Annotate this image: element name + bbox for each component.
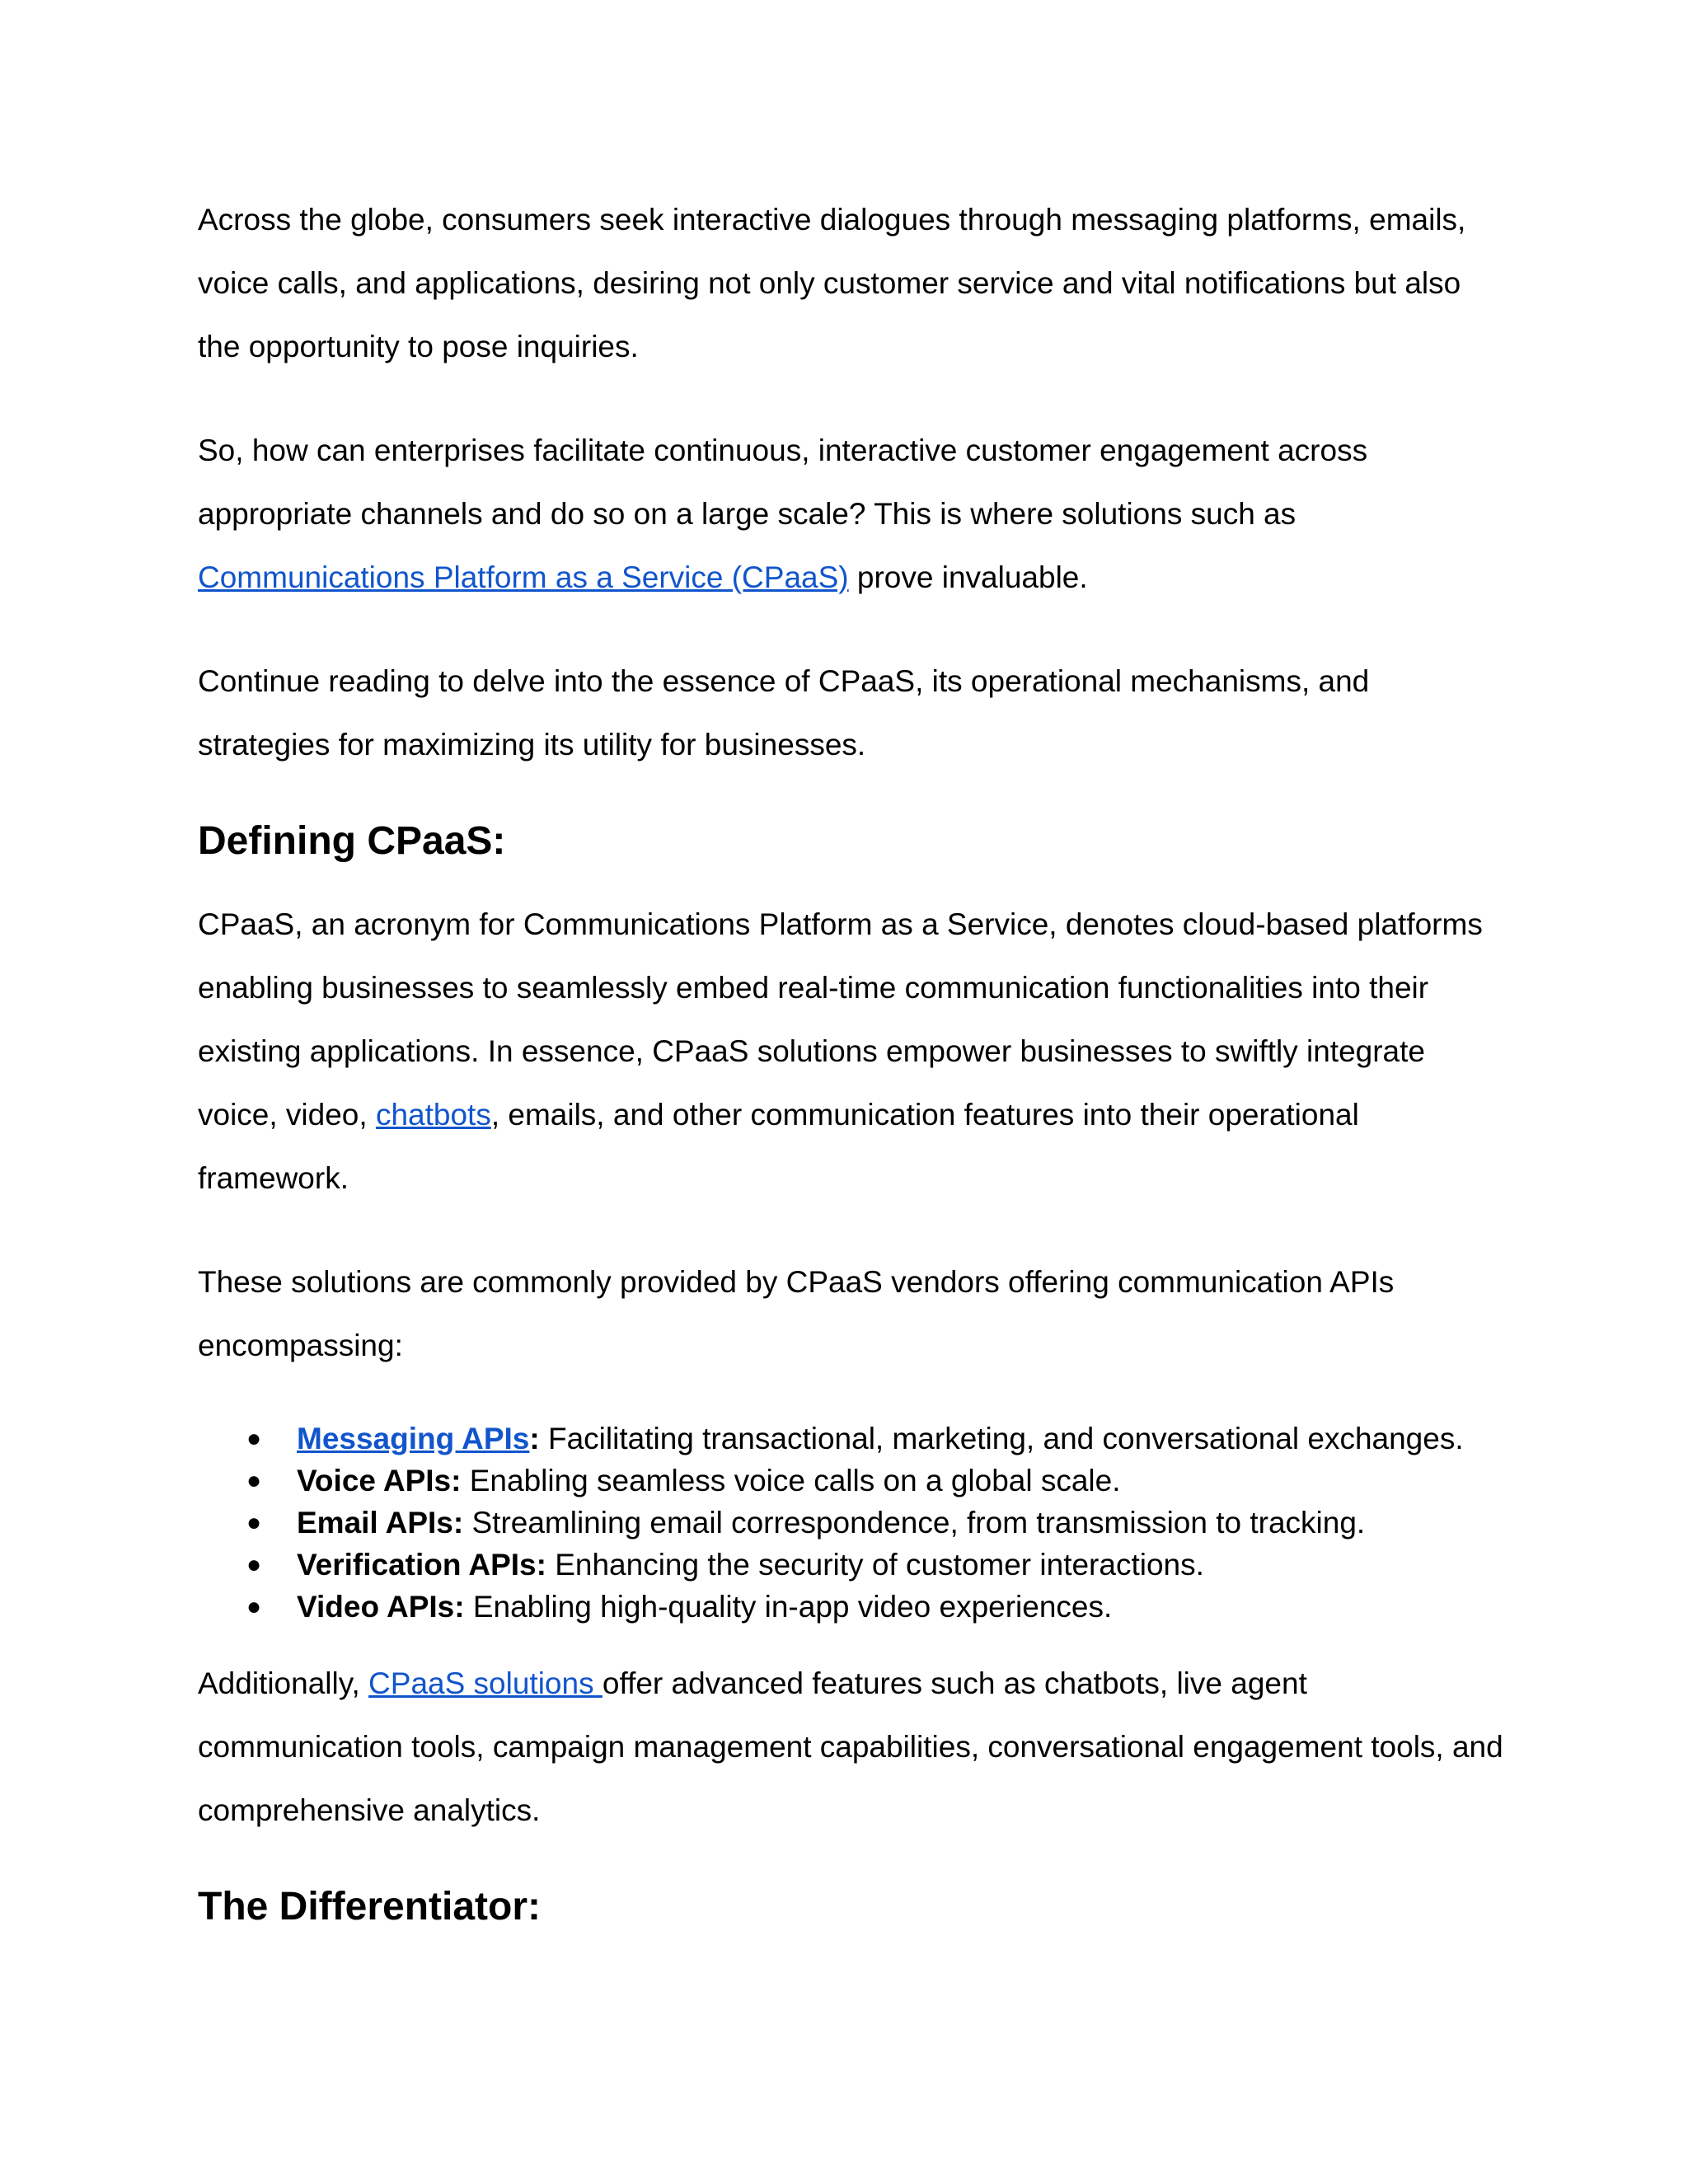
- bullet-icon: ●: [246, 1425, 262, 1452]
- vendors-paragraph: These solutions are commonly provided by CPaaS vendors offering communication APIs encompassing:: [198, 1265, 1395, 1362]
- list-item-desc: Enabling high-quality in-app video experiences.: [464, 1590, 1113, 1624]
- section-heading-differentiator: The Differentiator:: [198, 1885, 542, 1929]
- document-body: [198, 188, 1508, 1932]
- continue-reading-paragraph: Continue reading to delve into the essence of CPaaS, its operational mechanisms, and strategies for maximizing its utility for businesses.: [198, 664, 1370, 762]
- list-item-desc: Streamlining email correspondence, from transmission to tracking.: [463, 1506, 1366, 1540]
- list-item-colon: :: [529, 1422, 540, 1455]
- api-list: [198, 1418, 1508, 1628]
- paragraph-text: So, how can enterprises facilitate continuous, interactive customer engagement across appropriate channels and do so on a large scale? This is where solutions such as: [198, 434, 1368, 531]
- list-item-desc: Enhancing the security of customer interactions.: [546, 1548, 1204, 1582]
- definition-paragraph: [198, 893, 1508, 1210]
- list-item-email-apis: [198, 1502, 1508, 1544]
- intro-paragraph: Across the globe, consumers seek interactive dialogues through messaging platforms, emails, voice calls, and applications, desiring not only customer service and vital notifications but also the opportunity to pose inquiries.: [198, 203, 1466, 363]
- list-item-term: Email APIs:: [297, 1506, 464, 1540]
- cpaas-solutions-link[interactable]: CPaaS solutions: [368, 1666, 603, 1700]
- chatbots-link[interactable]: chatbots: [375, 1098, 491, 1132]
- features-paragraph: [198, 1652, 1508, 1842]
- list-item-video-apis: [198, 1586, 1508, 1628]
- bullet-icon: ●: [246, 1509, 262, 1536]
- cpaas-intro-paragraph: [198, 419, 1508, 609]
- list-item-term: Verification APIs:: [297, 1548, 546, 1582]
- list-item-term: Video APIs:: [297, 1590, 465, 1624]
- section-heading-defining-cpaas: Defining CPaaS:: [198, 819, 506, 863]
- list-item-desc: Enabling seamless voice calls on a global scale.: [461, 1464, 1121, 1497]
- list-item-voice-apis: [198, 1460, 1508, 1502]
- paragraph-text: , emails, and other communication features into their operational framework.: [198, 1098, 1359, 1195]
- cpaas-link[interactable]: Communications Platform as a Service (CPaaS): [198, 560, 849, 594]
- paragraph-text: Additionally,: [198, 1666, 369, 1700]
- paragraph-text: offer advanced features such as chatbots, live agent communication tools, campaign management capabilities, conversational engagement tools, and comprehensive analytics.: [198, 1666, 1503, 1827]
- bullet-icon: ●: [246, 1467, 262, 1494]
- messaging-apis-link[interactable]: Messaging APIs: [297, 1422, 530, 1455]
- paragraph-text: prove invaluable.: [848, 560, 1088, 594]
- list-item-desc: Facilitating transactional, marketing, and conversational exchanges.: [539, 1422, 1464, 1455]
- bullet-icon: ●: [246, 1551, 262, 1578]
- list-item-term: Voice APIs:: [297, 1464, 462, 1497]
- paragraph-text: CPaaS, an acronym for Communications Platform as a Service, denotes cloud-based platforms enabling businesses to seamlessly embed real-time communication functionalities into their existing applications. In essence, CPaaS solutions empower businesses to swiftly integrate voice, video,: [198, 907, 1483, 1132]
- list-item-messaging-apis: [198, 1418, 1508, 1460]
- bullet-icon: ●: [246, 1593, 262, 1620]
- list-item-verification-apis: [198, 1544, 1508, 1586]
